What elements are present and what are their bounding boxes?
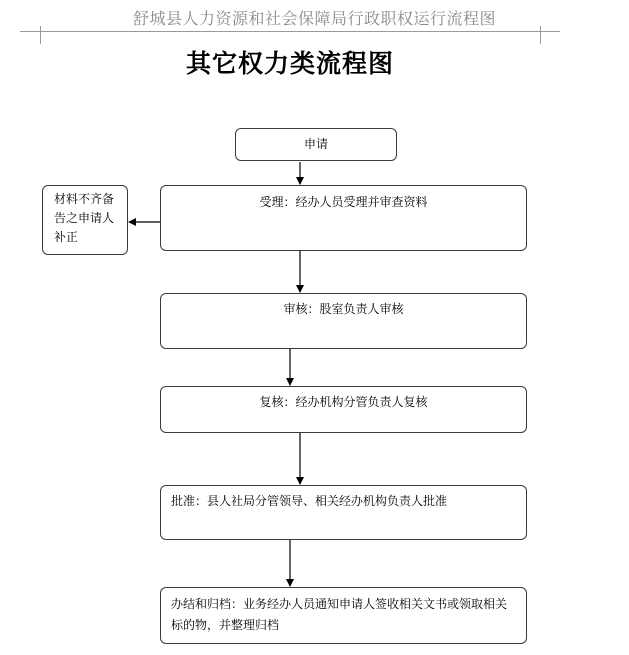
review-label: 审核：股室负责人审核 bbox=[283, 302, 404, 316]
accept-box bbox=[160, 185, 527, 251]
apply-label: 申请 bbox=[303, 137, 328, 151]
apply-box bbox=[235, 128, 397, 161]
review-box bbox=[160, 293, 527, 349]
accept-label: 受理：经办人员受理并审查资料 bbox=[259, 195, 428, 209]
recheck-box bbox=[160, 386, 527, 433]
approve-box bbox=[160, 485, 527, 540]
incomplete-materials-label: 材料不齐备告之申请人补正 bbox=[54, 192, 115, 244]
header-title: 舒城县人力资源和社会保障局行政职权运行流程图 bbox=[132, 9, 496, 28]
complete-box bbox=[160, 587, 527, 644]
recheck-label: 复核：经办机构分管负责人复核 bbox=[259, 395, 428, 409]
complete-label: 办结和归档：业务经办人员通知申请人签收相关文书或领取相关标的物，并整理归档 bbox=[171, 597, 508, 632]
document-title: 其它权力类流程图 bbox=[185, 49, 394, 78]
approve-label: 批准：县人社局分管领导、相关经办机构负责人批准 bbox=[171, 494, 448, 508]
incomplete-materials-box bbox=[42, 185, 128, 255]
